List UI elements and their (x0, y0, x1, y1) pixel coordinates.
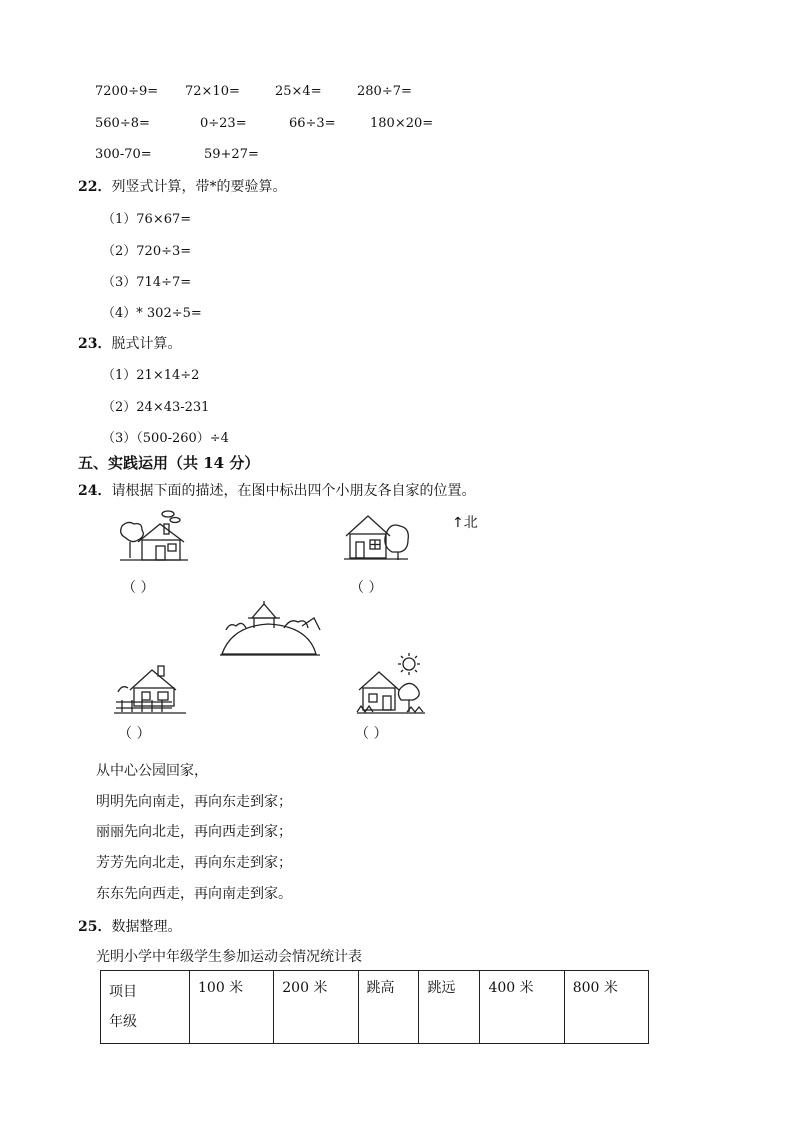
question-number: 25． (78, 919, 112, 935)
north-arrow-icon: ↑ (452, 515, 464, 531)
table-header-row (101, 971, 649, 1044)
answer-blank[interactable]: （ ） (355, 726, 388, 742)
question-item: （3）（500-260）÷4 (102, 431, 229, 446)
calc-item: 280÷7= (357, 84, 412, 99)
calc-item: 66÷3= (289, 116, 336, 131)
question-23-heading (78, 333, 181, 353)
question-number: 22． (78, 179, 112, 195)
question-item: （2）24×43-231 (102, 400, 210, 415)
column-header: 800 米 (564, 971, 648, 1044)
section-title: 五、实践运用（共 14 分） (78, 454, 260, 472)
description-line: 丽丽先向北走，再向西走到家； (96, 824, 292, 840)
central-park-icon (218, 600, 322, 658)
description-line: 东东先向西走，再向南走到家。 (96, 886, 292, 902)
question-item: （2）720÷3= (102, 244, 192, 259)
question-title: 脱式计算。 (111, 336, 182, 352)
question-22-heading (78, 176, 286, 196)
calc-item: 300-70= (95, 147, 152, 162)
question-number: 24． (78, 483, 112, 499)
question-title: 请根据下面的描述，在图中标出四个小朋友各自家的位置。 (111, 483, 476, 499)
column-header: 跳高 (358, 971, 419, 1044)
calc-item: 0÷23= (200, 116, 247, 131)
answer-blank[interactable]: （ ） (118, 726, 151, 742)
answer-blank[interactable]: （ ） (350, 580, 383, 596)
column-header: 200 米 (274, 971, 358, 1044)
description-line: 芳芳先向北走，再向东走到家； (96, 855, 292, 871)
calc-item: 560÷8= (95, 116, 150, 131)
question-number: 23． (78, 336, 112, 352)
question-24-heading (78, 480, 475, 500)
diagonal-header-cell (101, 971, 190, 1044)
table-title: 光明小学中年级学生参加运动会情况统计表 (96, 949, 362, 965)
house-bottom-left-icon (112, 662, 188, 718)
question-item: （3）714÷7= (102, 275, 192, 290)
statistics-table (100, 970, 649, 1044)
column-header: 400 米 (480, 971, 564, 1044)
calc-item: 72×10= (185, 84, 240, 99)
house-bottom-right-icon (355, 652, 427, 718)
column-header: 跳远 (419, 971, 480, 1044)
calc-item: 7200÷9= (95, 84, 159, 99)
answer-blank[interactable]: （ ） (122, 580, 155, 596)
calc-item: 25×4= (275, 84, 322, 99)
house-top-right-icon (342, 512, 412, 564)
question-25-heading (78, 916, 181, 936)
header-bottom-label: 年级 (109, 1014, 137, 1030)
calc-item: 180×20= (370, 116, 434, 131)
question-item: （4）* 302÷5= (102, 306, 202, 321)
calc-item: 59+27= (204, 147, 259, 162)
north-indicator (452, 512, 478, 532)
description-line: 明明先向南走，再向东走到家； (96, 794, 292, 810)
description-line: 从中心公园回家， (96, 763, 208, 779)
question-title: 列竖式计算，带*的要验算。 (111, 179, 287, 195)
house-top-left-icon (112, 508, 194, 568)
north-label: 北 (463, 515, 478, 531)
header-top-label: 项目 (109, 984, 137, 1000)
question-item: （1）21×14÷2 (102, 368, 200, 383)
question-item: （1）76×67= (102, 212, 192, 227)
column-header: 100 米 (190, 971, 274, 1044)
question-title: 数据整理。 (111, 919, 182, 935)
